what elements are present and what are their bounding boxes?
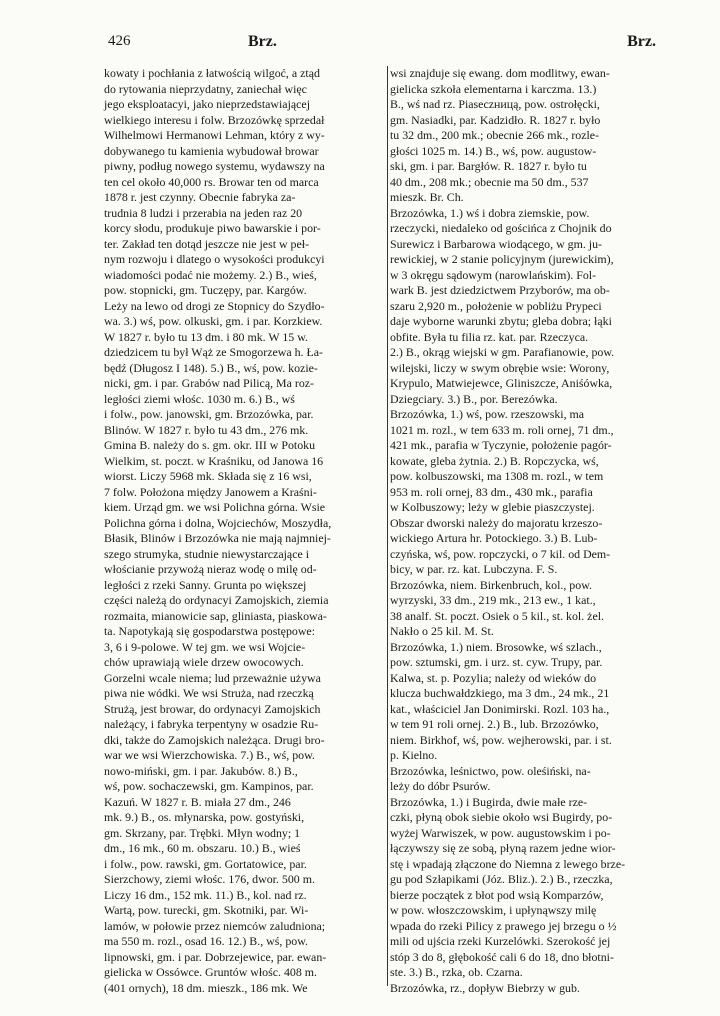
text-line: gu pod Szłapikami (Józ. Bliz.). 2.) B., rzeczka, xyxy=(390,872,613,886)
text-line: mk. 9.) B., os. młynarska, pow. gostyński, xyxy=(104,810,305,824)
text-line: daje wyborne warunki zbytu; gleba dobra; łąki xyxy=(390,314,612,328)
text-line: pow. stopnicki, gm. Tuczępy, par. Kargów. xyxy=(104,283,307,297)
text-line: Wartą, pow. turecki, gm. Skotniki, par. Wi- xyxy=(104,903,309,917)
text-line: rzeczycki, niedaleko od gościńca z Chojnik do xyxy=(390,221,612,235)
right-text-column xyxy=(390,66,674,995)
text-line: wickiego Artura hr. Potockiego. 3.) B. Lub- xyxy=(390,531,598,545)
text-line: wark B. jest dziedzictwem Przyborów, ma ob- xyxy=(390,283,610,297)
text-line: Sierzchowy, ziemi włośc. 176, dwor. 500 m. xyxy=(104,872,315,886)
text-line: 953 m. roli ornej, 83 dm., 430 mk., parafia xyxy=(390,484,593,499)
text-line: pow. sztumski, gm. i urz. st. cyw. Trupy, par. xyxy=(390,655,603,669)
text-line: trudnia 8 ludzi i przerabia na jeden raz 20 xyxy=(104,205,303,220)
text-line: bicy, w par. rz. kat. Lubczyna. F. S. xyxy=(390,562,558,576)
text-line: tu 32 dm., 200 mk.; obecnie 266 mk., rozle- xyxy=(390,128,600,142)
text-line: gm. Nasiadki, par. Kadzidło. R. 1827 r. było xyxy=(390,112,601,127)
text-line: włościanie przywożą nieraz wodę o milę od- xyxy=(104,562,317,576)
text-line: czki, płyną obok siebie około wsi Bugirdy, po- xyxy=(390,810,613,824)
text-line: i folw., pow. rawski, gm. Gortatowice, par. xyxy=(104,856,307,871)
text-line: piwa nie wódki. We wsi Strużа, nad rzeczką xyxy=(104,686,314,700)
text-line: ta. Napotykają się gospodarstwa postępowe: xyxy=(104,624,316,638)
text-line: lipnowski, gm. i par. Dobrzejewice, par. ewan- xyxy=(104,949,327,964)
text-line: Kazuń. W 1827 r. B. miała 27 dm., 246 xyxy=(104,794,291,809)
text-line: wilejski, liczy w swym obrębie wsie: Worony, xyxy=(390,360,610,375)
text-line: Gmina B. należy do s. gm. okr. III w Potoku xyxy=(104,438,316,452)
text-line: obfite. Była tu filia rz. kat. par. Rzeczyca. xyxy=(390,329,589,344)
text-line: wyżej Warwiszek, w pow. augustowskim i po- xyxy=(390,825,611,840)
text-line: B., wś nad rz. Piaseczницą, pow. ostrołęcki, xyxy=(390,97,600,111)
text-line: mili od ujścia rzeki Kurzelówki. Szerokość jej xyxy=(390,934,611,948)
text-line: Blinów. W 1827 r. było tu 43 dm., 276 mk. xyxy=(104,422,309,437)
text-line: Leży na lewo od drogi ze Stopnicy do Szydło- xyxy=(104,298,325,313)
text-line: Polichna górna i dolna, Wojciechów, Moszydła, xyxy=(104,515,332,530)
text-line: ten cel około 40,000 rs. Browar ten od marca xyxy=(104,174,319,189)
text-line: rewickiej, w 2 stanie policyjnym (jurewickim), xyxy=(390,252,614,266)
text-line: nowo-miński, gm. i par. Jakubów. 8.) B., xyxy=(104,763,298,778)
text-line: Dziegciary. 3.) B., por. Berezówka. xyxy=(390,391,558,406)
text-line: stóp 3 do 8, głębokość cali 6 do 18, dno błotni- xyxy=(390,949,614,964)
text-line: Obszar dworski należy do majoratu krzeszo- xyxy=(390,515,603,530)
text-line: gm. Skrzany, par. Trębki. Młyn wodny; 1 xyxy=(104,825,301,840)
text-line: Wilhelmowi Hermanowi Lehman, który z wy- xyxy=(104,128,325,142)
text-line: ma 550 m. rozl., osad 16. 12.) B., wś, pow. xyxy=(104,934,308,948)
text-line: Brzozówka, leśnictwo, pow. oleśiński, na- xyxy=(390,763,591,778)
text-line: kat., właściciel Jan Donimirski. Rozl. 103 ha., xyxy=(390,701,610,716)
text-line: wpada do rzeki Pilicy z prawego jej brzegu o ½ xyxy=(390,918,617,933)
text-line: ter. Zakład ten dotąd jeszcze nie jest w peł- xyxy=(104,236,310,251)
text-line: w pow. włoszczowskim, i upłynąwszy milę xyxy=(390,903,597,917)
text-line: Brzozówka, 1.) wś, pow. rzeszowski, ma xyxy=(390,407,585,421)
text-line: p. Kielno. xyxy=(390,748,438,762)
left-text-column xyxy=(104,66,386,995)
text-line: Błasik, Blinów i Brzozówka nie mają najmniej- xyxy=(104,531,331,545)
text-line: Kalwa, st. p. Pozylia; należy od wieków do xyxy=(390,670,597,685)
text-line: pow. kolbuszowski, ma 1308 m. rozl., w tem xyxy=(390,469,604,483)
text-line: Strużą, jest browar, do ordynacyi Zamojskich xyxy=(104,701,321,716)
page-number: 426 xyxy=(108,33,131,49)
text-line: należący, i fabryka terpentyny w osadzie Ru- xyxy=(104,717,319,731)
text-line: wiadomości podać nie możemy. 2.) B., wieś, xyxy=(104,267,317,282)
text-line: 421 mk., parafia w Tyczynie, położenie pagór- xyxy=(390,438,612,452)
text-line: szego strumyka, studnie niewystarczające i xyxy=(104,546,310,561)
text-line: głości 1025 m. 14.) B., wś, pow. augustow- xyxy=(390,143,597,158)
text-line: stę i wpadają złączone do Niemna z lewego brze- xyxy=(390,856,626,871)
text-line: będź (Długosz I 148). 5.) B., wś, pow. kozie- xyxy=(104,360,318,375)
text-line: war we wsi Wierzchowiska. 7.) B., wś, pow. xyxy=(104,748,315,762)
text-line: gielicka w Ossówce. Gruntów włośc. 408 m. xyxy=(104,965,318,979)
text-line: i folw., pow. janowski, gm. Brzozówka, par. xyxy=(104,407,314,421)
text-line: w tem 91 roli ornej. 2.) B., lub. Brzozówko, xyxy=(390,717,599,731)
text-line: gielicka szkoła elementarna i karczma. 13.) xyxy=(390,81,597,96)
text-line: do rytowania nieprzydatny, zaniechał więc xyxy=(104,81,307,96)
text-line: Wielkim, st. poczt. w Kraśniku, od Janowa 16 xyxy=(104,453,324,468)
text-line: nicki, gm. i par. Grabów nad Pilicą, Ma roz- xyxy=(104,376,315,390)
text-line: kowate, gleba żytnia. 2.) B. Ropczycka, wś, xyxy=(390,453,599,468)
text-line: wa. 3.) wś, pow. olkuski, gm. i par. Korzkiew. xyxy=(104,314,323,328)
column-divider xyxy=(387,66,388,986)
text-line: leży do dóbr Psurów. xyxy=(390,779,491,793)
text-line: Krypulo, Matwiejewce, Gliniszcze, Aniśówka, xyxy=(390,376,613,390)
text-line: szaru 2,920 m., położenie w pobliżu Prypeci xyxy=(390,298,602,313)
text-line: Brzozówka, 1.) wś i dobra ziemskie, pow. xyxy=(390,205,590,220)
text-line: 40 dm., 208 mk.; obecnie ma 50 dm., 537 xyxy=(390,174,589,189)
text-line: kiem. Urząd gm. we wsi Polichna górna. Wsie xyxy=(104,500,326,514)
text-line: w 3 okręgu sądowym (narowlańskim). Fol- xyxy=(390,267,597,282)
text-line: nym rozwoju i dlatego o wysokości produkcyi xyxy=(104,252,325,266)
text-line: 7 folw. Położona między Janowem a Kraśni- xyxy=(104,484,317,499)
text-line: Brzozówka, 1.) niem. Brosowke, wś szlach., xyxy=(390,639,602,654)
text-line: Nakło o 25 kil. M. St. xyxy=(390,624,494,638)
text-line: Gorzelni wcale niema; lud przeważnie używa xyxy=(104,670,321,685)
text-line: chów uprawiają wiele drzew owocowych. xyxy=(104,655,304,669)
text-line: dziedzicem tu był Wąż ze Smogorzewa h. Ła- xyxy=(104,345,324,359)
text-line: 1878 r. jest czynny. Obecnie fabryka za- xyxy=(104,190,296,204)
text-line: piwny, podług nowego systemu, wydawszy na xyxy=(104,159,325,173)
text-line: ste. 3.) B., rzka, ob. Czarna. xyxy=(390,965,523,979)
text-line: niem. Birkhof, wś, pow. wejherowski, par. i st. xyxy=(390,732,612,747)
text-line: ległości z rzeki Sanny. Grunta po większej xyxy=(104,577,307,592)
text-line: dm., 16 mk., 60 m. obszaru. 10.) B., wieś xyxy=(104,841,301,855)
text-line: czyńska, wś, pow. ropczycki, o 7 kil. od Dem- xyxy=(390,546,611,561)
text-line: mieszk. Br. Ch. xyxy=(390,190,464,204)
text-line: części należą do ordynacyi Zamojskich, ziemia xyxy=(104,593,329,607)
text-line: ległości ziemi włośc. 1030 m. 6.) B., wś xyxy=(104,391,295,406)
text-line: lamów, w połowie przez niemców zaludniona; xyxy=(104,918,326,933)
text-line: 38 analf. St. poczt. Osiek o 5 kil., st. kol. żel. xyxy=(390,608,604,623)
text-line: dki, także do Zamojskich należąca. Drugi bro- xyxy=(104,732,325,747)
text-line: w Kolbuszowy; leży w glebie piaszczystej. xyxy=(390,500,595,514)
text-line: klucza buchwałdzkiego, ma 3 dm., 24 mk., 21 xyxy=(390,686,610,700)
text-line: ski, gm. i par. Bargłów. R. 1827 r. było tu xyxy=(390,159,587,173)
text-line: bierze początek z błot pod wsią Komparzów, xyxy=(390,887,604,902)
text-line: W 1827 r. było tu 13 dm. i 80 mk. W 15 w. xyxy=(104,329,309,344)
text-line: Liczy 16 dm., 152 mk. 11.) B., kol. nad rz. xyxy=(104,887,307,902)
text-line: Surewicz i Barbarowa wiodącego, w gm. ju- xyxy=(390,236,602,251)
text-line: Brzozówka, 1.) i Bugirda, dwie małe rze- xyxy=(390,794,588,809)
text-line: (401 ornych), 18 dm. mieszk., 186 mk. We xyxy=(104,980,308,995)
text-line: wś, pow. sochaczewski, gm. Kampinos, par. xyxy=(104,779,314,793)
text-line: 2.) B., okrąg wiejski w gm. Parafianowie, pow. xyxy=(390,345,615,359)
text-line: jego eksploatacyi, jako nieprzedstawiającej xyxy=(104,97,311,111)
text-line: wielkiego interesu i folw. Brzozówkę sprzedał xyxy=(104,112,325,127)
page-header xyxy=(108,33,666,55)
text-line: Brzozówka, rz., dopływ Biebrzy w gub. xyxy=(390,980,580,995)
text-line: wyrzyski, 33 dm., 219 mk., 213 ew., 1 kat., xyxy=(390,593,596,607)
text-line: 1021 m. rozl., w tem 633 m. roli ornej, 71 dm., xyxy=(390,422,614,437)
text-line: 3, 6 i 9-polowe. W tej gm. we wsi Wojcie- xyxy=(104,639,306,654)
text-line: kowaty i pochłania z łatwością wilgoć, a ztąd xyxy=(104,66,320,80)
left-running-head: Brz. xyxy=(248,33,277,50)
text-line: łączywszy się ze sobą, płyną razem jedne wior- xyxy=(390,841,616,855)
text-line: Brzozówka, niem. Birkenbruch, kol., pow. xyxy=(390,577,592,592)
text-line: wsi znajduje się ewang. dom modlitwy, ewan- xyxy=(390,66,610,80)
text-line: korcy słodu, produkuje piwo bawarskie i por- xyxy=(104,221,321,235)
text-line: rozmaita, mianowicie sap, gliniasta, piaskowa- xyxy=(104,608,327,623)
text-line: wiorst. Liczy 5968 mk. Składa się z 16 wsi, xyxy=(104,469,312,483)
right-running-head: Brz. xyxy=(627,33,656,50)
text-line: dobywanego tu kamienia wybudował browar xyxy=(104,143,319,158)
